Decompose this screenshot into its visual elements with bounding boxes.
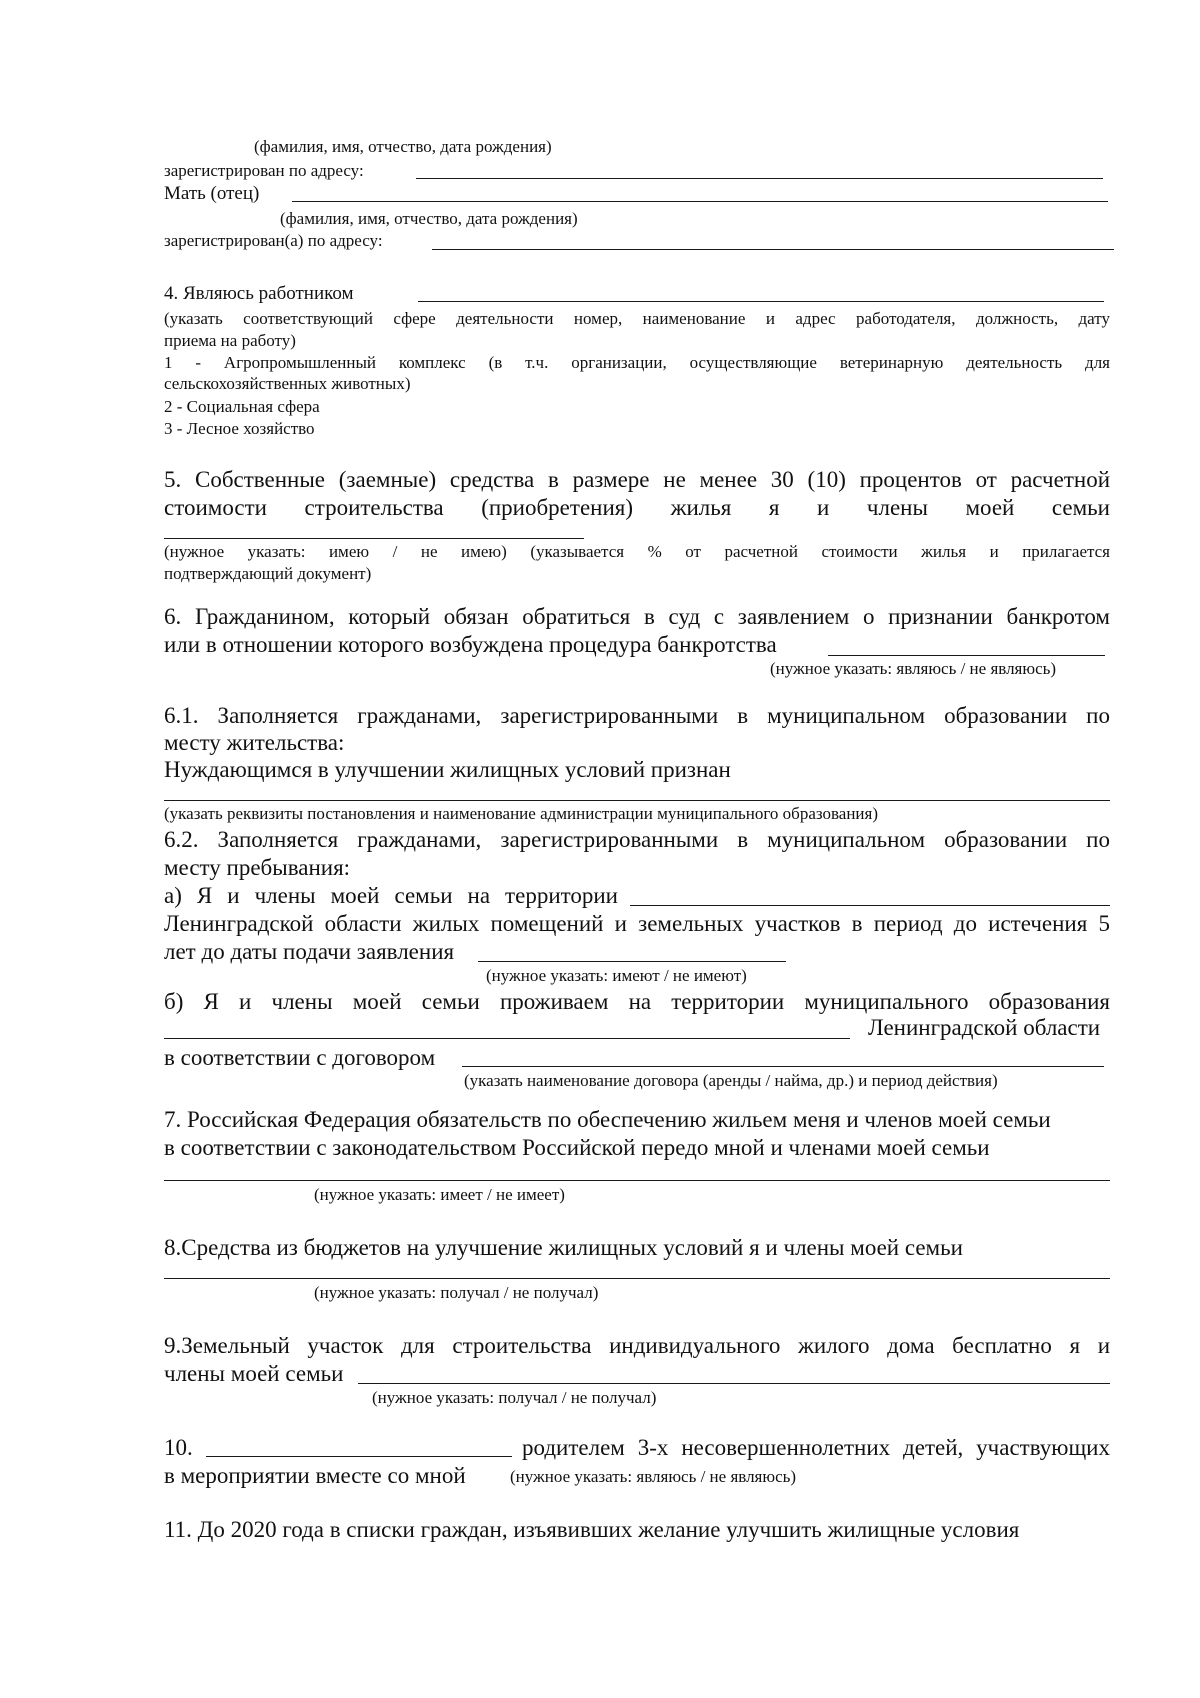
s11-line-1: 11. До 2020 года в списки граждан, изъявивших желание улучшить жилищные условия — [164, 1517, 1020, 1542]
s62-a-territory-line[interactable] — [630, 905, 1110, 906]
s62-b-contract-line[interactable] — [462, 1066, 1104, 1067]
s10-answer-line[interactable] — [206, 1456, 512, 1457]
s5-note-1: (нужное указать: имею / не имею) (указывается % от расчетной стоимости жилья и прилагается — [164, 542, 1110, 561]
s62-b-line-2: Ленинградской области — [868, 1015, 1101, 1040]
s6-note: (нужное указать: являюсь / не являюсь) — [770, 659, 1057, 678]
s7-note: (нужное указать: имеет / не имеет) — [314, 1185, 565, 1204]
s5-answer-line[interactable] — [164, 538, 584, 539]
s10-number: 10. — [164, 1435, 193, 1460]
s5-line-2-word: и — [817, 495, 830, 520]
s5-line-2-word: стоимости — [164, 495, 267, 520]
s61-answer-line[interactable] — [164, 800, 1110, 801]
caption-name-2: (фамилия, имя, отчество, дата рождения) — [280, 209, 578, 228]
s7-line-2: в соответствии с законодательством Российской передо мной и членами моей семьи — [164, 1135, 990, 1160]
s61-line-1: 6.1. Заполняется гражданами, зарегистрированными в муниципальном образовании по — [164, 703, 1110, 728]
s5-line-2-word: строительства — [304, 495, 444, 520]
s4-option-1: 1 - Агропромышленный комплекс (в т.ч. организации, осуществляющие ветеринарную деятельность для — [164, 353, 1110, 372]
s7-answer-line[interactable] — [164, 1180, 1110, 1181]
s4-option-1-cont: сельскохозяйственных животных) — [164, 374, 411, 393]
s5-line-2-word: жилья — [670, 495, 732, 520]
s8-answer-line[interactable] — [164, 1278, 1110, 1279]
s4-option-3: 3 - Лесное хозяйство — [164, 419, 315, 438]
s5-note-2: подтверждающий документ) — [164, 564, 372, 583]
s62-line-2: месту пребывания: — [164, 855, 351, 880]
s5-line-2-word: семьи — [1051, 495, 1110, 520]
s10-line-1: родителем 3-х несовершеннолетних детей, участвующих — [522, 1435, 1110, 1460]
s5-line-2 — [164, 496, 1110, 519]
s8-line-1: 8.Средства из бюджетов на улучшение жилищных условий я и члены моей семьи — [164, 1235, 963, 1260]
mother-father-line[interactable] — [292, 201, 1108, 202]
registered-label: зарегистрирован по адресу: — [164, 161, 364, 180]
registered-address-line-2[interactable] — [432, 249, 1114, 250]
s6-line-1: 6. Гражданином, который обязан обратиться в суд с заявлением о признании банкротом — [164, 604, 1110, 629]
s10-note: (нужное указать: являюсь / не являюсь) — [510, 1467, 797, 1486]
s62-b-line-1: б) Я и члены моей семьи проживаем на территории муниципального образования — [164, 989, 1110, 1014]
caption-name: (фамилия, имя, отчество, дата рождения) — [254, 137, 552, 156]
s61-line-3: Нуждающимся в улучшении жилищных условий признан — [164, 757, 731, 782]
s62-b-line-3: в соответствии с договором — [164, 1045, 436, 1070]
s10-line-2: в мероприятии вместе со мной — [164, 1463, 466, 1488]
registered-address-line[interactable] — [416, 178, 1103, 179]
s5-line-1: 5. Собственные (заемные) средства в размере не менее 30 (10) процентов от расчетной — [164, 467, 1110, 492]
s5-line-2-word: моей — [965, 495, 1015, 520]
s9-answer-line[interactable] — [358, 1383, 1110, 1384]
s9-line-2: члены моей семьи — [164, 1361, 344, 1386]
s5-line-2-word: (приобретения) — [481, 495, 634, 520]
s62-a-answer-line[interactable] — [478, 961, 786, 962]
s4-option-2: 2 - Социальная сфера — [164, 397, 320, 416]
s9-note: (нужное указать: получал / не получал) — [372, 1388, 657, 1407]
s61-note: (указать реквизиты постановления и наименование администрации муниципального образования) — [164, 804, 878, 823]
s6-line-2: или в отношении которого возбуждена процедура банкротства — [164, 632, 777, 657]
s5-line-2-word: члены — [866, 495, 928, 520]
mother-father-label: Мать (отец) — [164, 183, 260, 204]
s8-note: (нужное указать: получал / не получал) — [314, 1283, 599, 1302]
s61-line-2: месту жительства: — [164, 730, 345, 755]
s62-a-line-2: Ленинградской области жилых помещений и земельных участков в период до истечения 5 — [164, 911, 1110, 936]
s5-line-2-word: я — [768, 495, 780, 520]
s62-line-1: 6.2. Заполняется гражданами, зарегистрированными в муниципальном образовании по — [164, 827, 1110, 852]
s4-note-1: (указать соответствующий сфере деятельности номер, наименование и адрес работодателя, должность, дату — [164, 309, 1110, 328]
s4-label: 4. Являюсь работником — [164, 283, 354, 304]
s6-answer-line[interactable] — [828, 655, 1105, 656]
s4-employer-line[interactable] — [418, 301, 1104, 302]
s62-a-line-1: а) Я и члены моей семьи на территории — [164, 883, 618, 908]
s9-line-1: 9.Земельный участок для строительства индивидуального жилого дома бесплатно я и — [164, 1333, 1110, 1358]
s7-line-1: 7. Российская Федерация обязательств по обеспечению жильем меня и членов моей семьи — [164, 1107, 1051, 1132]
s62-b-note: (указать наименование договора (аренды / найма, др.) и период действия) — [464, 1071, 998, 1090]
registered-label-2: зарегистрирован(а) по адресу: — [164, 231, 383, 250]
s4-note-2: приема на работу) — [164, 331, 296, 350]
s62-b-territory-line[interactable] — [164, 1038, 850, 1039]
s62-a-note: (нужное указать: имеют / не имеют) — [486, 966, 747, 985]
s62-a-line-3: лет до даты подачи заявления — [164, 939, 455, 964]
